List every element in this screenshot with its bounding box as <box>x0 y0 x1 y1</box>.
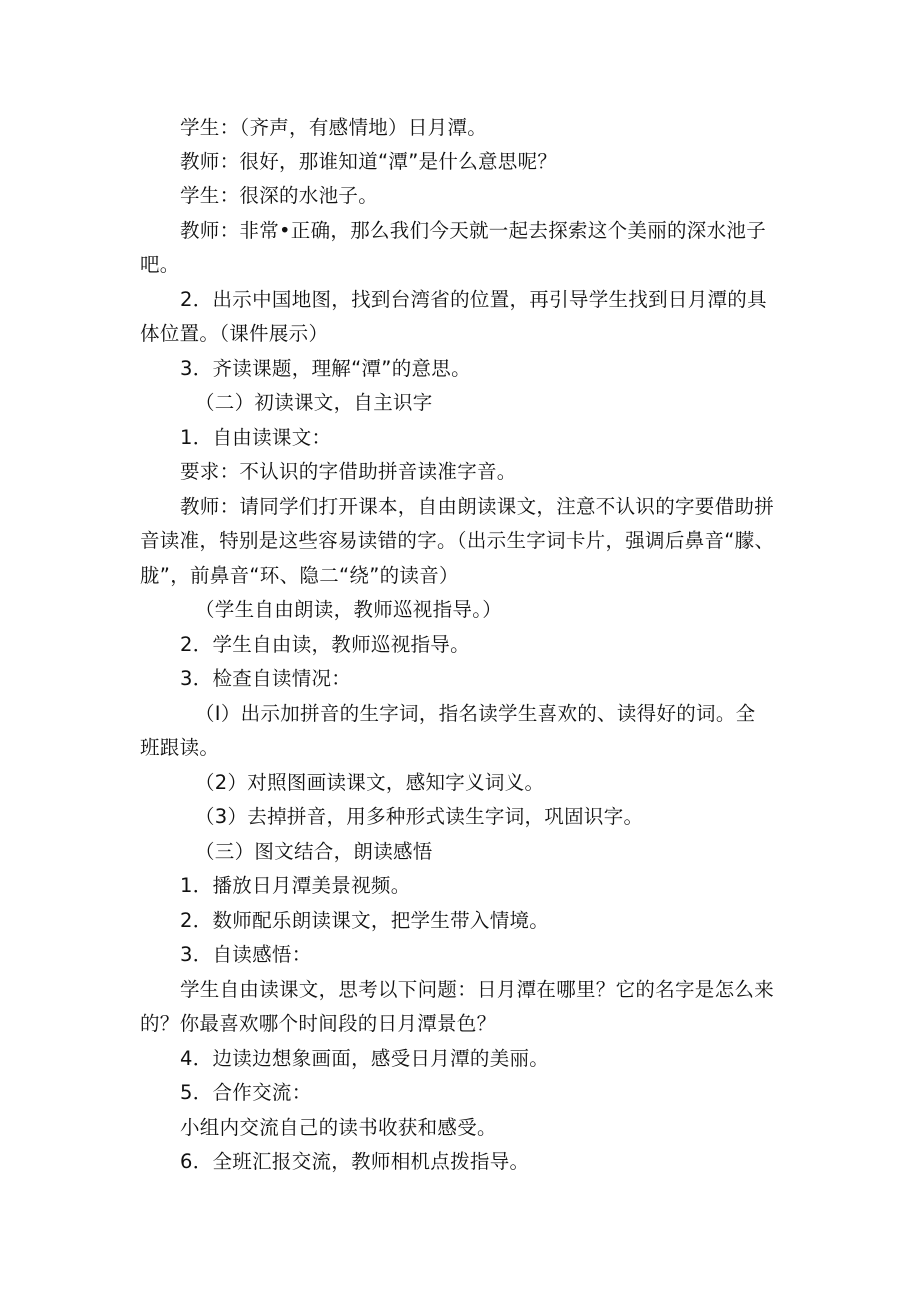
text-line: （I）出示加拼音的生字词，指名读学生喜欢的、读得好的词。全 <box>195 702 756 725</box>
text-line: 6．全班汇报交流，教师相机点拨指导。 <box>180 1150 530 1173</box>
text-line: 2．出示中国地图，找到台湾省的位置，再引导学生找到日月潭的具 <box>180 288 767 311</box>
text-line: 教师：非常•正确，那么我们今天就一起去探索这个美丽的深水池子 <box>180 219 767 242</box>
text-line: 教师：很好，那谁知道“潭”是什么意思呢？ <box>180 150 558 173</box>
text-line: 4．边读边想象画面，感受日月潭的美丽。 <box>180 1047 550 1070</box>
section-heading: （二）初读课文，自主识字 <box>195 391 433 414</box>
text-line: 2．学生自由读，教师巡视指导。 <box>180 633 470 656</box>
text-line: 学生：（齐声，有感情地）日月潭。 <box>180 116 488 139</box>
section-heading: （三）图文结合，朗读感悟 <box>195 840 433 863</box>
text-line: 学生：很深的水池子。 <box>180 184 379 207</box>
text-line: 5．合作交流： <box>180 1081 312 1104</box>
text-line: 班跟读。 <box>140 736 220 759</box>
text-line: （3）去掉拼音，用多种形式读生字词，巩固识字。 <box>195 805 644 828</box>
text-line: （2）对照图画读课文，感知字义词义。 <box>195 771 545 794</box>
text-line: 1．自由读课文： <box>180 426 332 449</box>
text-line: 3．齐读课题，理解“潭”的意思。 <box>180 357 471 380</box>
text-line: 1．播放日月潭美景视频。 <box>180 874 411 897</box>
text-line: 2．数师配乐朗读课文，把学生带入情境。 <box>180 909 550 932</box>
text-line: 胧”，前鼻音“环、隐二“绕”的读音） <box>140 564 459 587</box>
text-line: 3．检查自读情况： <box>180 667 352 690</box>
text-line: 小组内交流自己的读书收获和感受。 <box>180 1116 497 1139</box>
text-line: 学生自由读课文，思考以下问题：日月潭在哪里？它的名字是怎么来 <box>180 978 775 1001</box>
text-line: 3．自读感悟： <box>180 943 312 966</box>
text-line: 的？你最喜欢哪个时间段的日月潭景色？ <box>140 1012 497 1035</box>
text-line: （学生自由朗读，教师巡视指导。） <box>195 598 503 621</box>
text-line: 体位置。（课件展示） <box>140 322 329 345</box>
text-line: 吧。 <box>140 253 180 276</box>
text-line: 要求：不认识的字借助拼音读准字音。 <box>180 460 517 483</box>
text-line: 音读准，特别是这些容易读错的字。（出示生字词卡片，强调后鼻音“朦、 <box>140 529 775 552</box>
text-line: 教师：请同学们打开课本，自由朗读课文，注意不认识的字要借助拼 <box>180 495 775 518</box>
